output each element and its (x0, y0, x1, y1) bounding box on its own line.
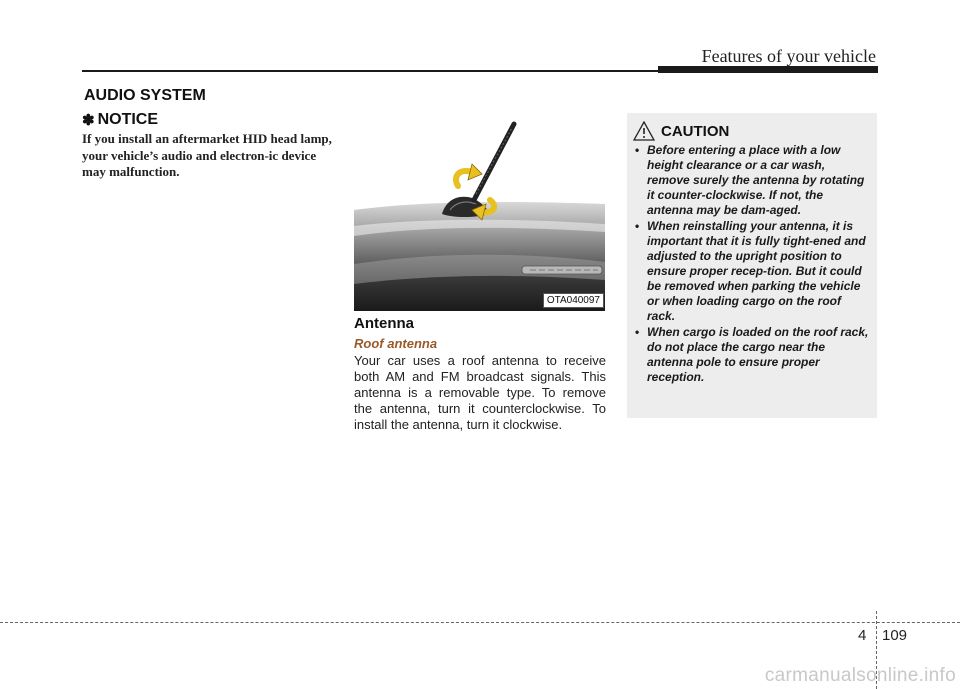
bullet-icon: • (635, 143, 640, 157)
car-roof-antenna-drawing (354, 114, 605, 311)
caution-list (633, 143, 871, 386)
warning-triangle-icon (633, 121, 655, 141)
header-rule-thin (82, 70, 660, 72)
header-rule-thick (658, 66, 878, 73)
image-code-label: OTA040097 (543, 293, 604, 308)
notice-title: NOTICE (97, 111, 159, 128)
notice-star-icon: ✽ (82, 112, 95, 129)
caution-heading (633, 121, 729, 141)
chapter-title: Features of your vehicle (701, 46, 876, 66)
antenna-title: Antenna (354, 315, 414, 332)
bullet-icon: • (635, 325, 640, 339)
caution-title: CAUTION (661, 122, 730, 140)
roof-antenna-illustration (354, 114, 605, 311)
watermark: carmanualsonline.info (764, 665, 956, 686)
caution-item: • When cargo is loaded on the roof rack, do not place the cargo near the antenna pole to ensure proper reception. (635, 325, 869, 384)
notice-body: If you install an aftermarket HID head lamp, your vehicle’s audio and electron-ic device may malfunction. (82, 131, 332, 179)
section-title: AUDIO SYSTEM (84, 87, 206, 104)
caution-item: • Before entering a place with a low height clearance or a car wash, remove surely the antenna by rotating it counter-clockwise. If not, the antenna may be dam-aged. (635, 143, 865, 217)
footer-dashed-rule (0, 622, 960, 623)
caution-item: • When reinstalling your antenna, it is important that it is fully tight-ened and adjusted to the upright position to ensure proper recep-tion. But it could be removed when parking the vehicle or when loading cargo on the roof rack. (635, 219, 866, 323)
notice-heading (82, 111, 158, 129)
roof-antenna-subtitle: Roof antenna (354, 336, 438, 351)
chapter-number: 4 (858, 627, 867, 644)
antenna-body: Your car uses a roof antenna to receive both AM and FM broadcast signals. This antenna is a removable type. To remove the antenna, turn it counterclockwise. To install the antenna, turn it clockwise. (354, 353, 606, 432)
page-number: 109 (882, 627, 908, 644)
caution-box (627, 113, 877, 418)
bullet-icon: • (635, 219, 640, 233)
